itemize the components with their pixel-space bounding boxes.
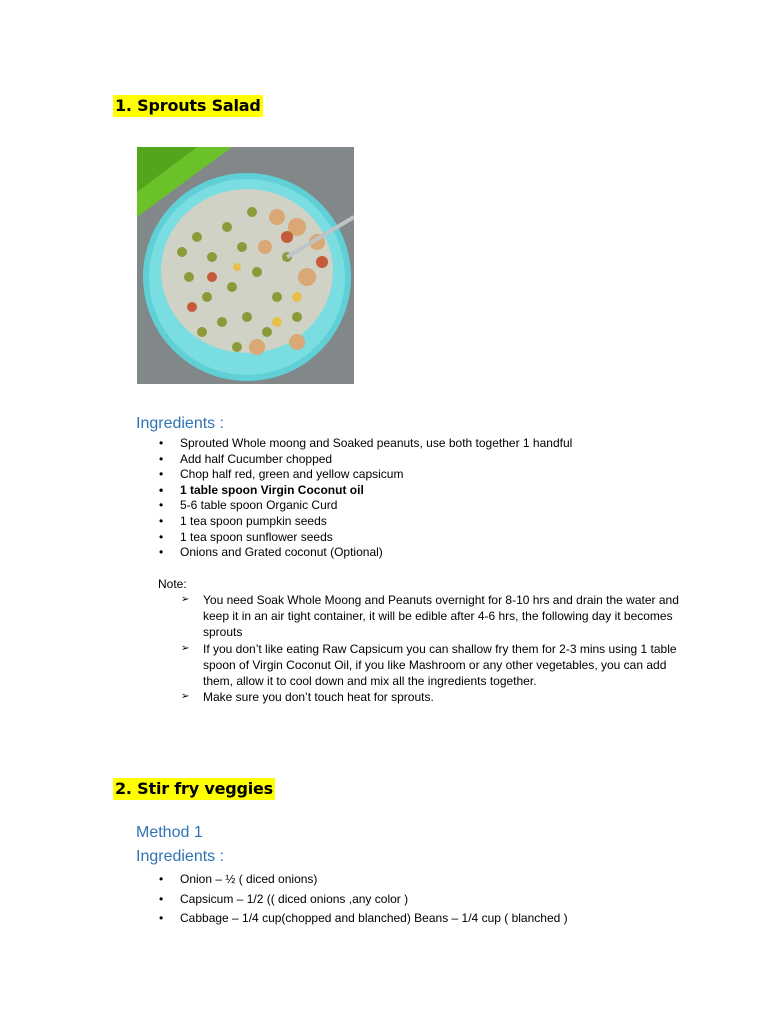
note-item: ➢ You need Soak Whole Moong and Peanuts overnight for 8-10 hrs and drain the water and keep it in an air tight container, it will be edible after 4-6 hrs, the following day it becomes sprouts bbox=[181, 592, 681, 641]
ingredients-list bbox=[158, 436, 572, 561]
method-heading: Method 1 bbox=[136, 824, 203, 841]
list-item: • Chop half red, green and yellow capsicum bbox=[158, 467, 572, 483]
list-item: • 1 tea spoon sunflower seeds bbox=[158, 530, 572, 546]
list-item: • Cabbage – 1/4 cup(chopped and blanched) Beans – 1/4 cup ( blanched ) bbox=[158, 909, 568, 929]
list-item: • 5-6 table spoon Organic Curd bbox=[158, 498, 572, 514]
list-item: • Onions and Grated coconut (Optional) bbox=[158, 545, 572, 561]
sprouts-salad-photo bbox=[137, 147, 354, 384]
list-item: • Add half Cucumber chopped bbox=[158, 452, 572, 468]
notes-list bbox=[181, 592, 681, 705]
section-heading-stir-fry-veggies: 2. Stir fry veggies bbox=[115, 779, 273, 798]
list-item: • 1 tea spoon pumpkin seeds bbox=[158, 514, 572, 530]
list-item: • 1 table spoon Virgin Coconut oil bbox=[158, 483, 572, 499]
list-item: • Capsicum – 1/2 (( diced onions ,any color ) bbox=[158, 890, 568, 910]
note-label: Note: bbox=[158, 577, 187, 591]
note-item: ➢ Make sure you don’t touch heat for sprouts. bbox=[181, 689, 681, 705]
ingredients-heading: Ingredients : bbox=[136, 415, 225, 432]
note-item: ➢ If you don’t like eating Raw Capsicum you can shallow fry them for 2-3 mins using 1 table spoon of Virgin Coconut Oil, if you like Mashroom or any other vegetables, you can add them, allow it to cool down and mix all the ingredients together. bbox=[181, 641, 681, 690]
ingredients-heading: Ingredients : bbox=[136, 848, 225, 865]
list-item: • Sprouted Whole moong and Soaked peanuts, use both together 1 handful bbox=[158, 436, 572, 452]
ingredients-list bbox=[158, 870, 568, 929]
section-heading-sprouts-salad: 1. Sprouts Salad bbox=[115, 96, 261, 115]
list-item: • Onion – ½ ( diced onions) bbox=[158, 870, 568, 890]
